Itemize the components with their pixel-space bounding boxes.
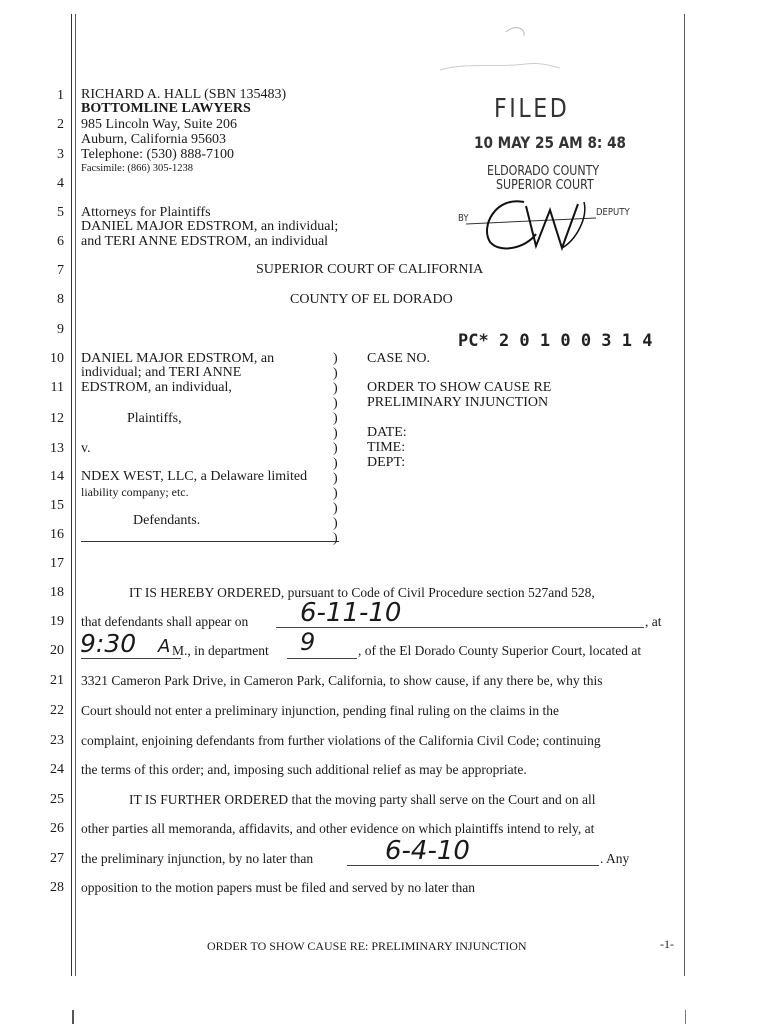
line-number: 23 [50, 733, 64, 748]
line-number: 13 [50, 441, 64, 456]
left-margin-rule [71, 14, 72, 976]
deputy-signature [466, 188, 598, 256]
caption-paren: ) [333, 441, 338, 456]
line-number: 8 [57, 292, 64, 307]
plaintiff-name-1: DANIEL MAJOR EDSTROM, an individual; [81, 219, 339, 234]
caption-defendant-2: liability company; etc. [81, 485, 189, 499]
filed-stamp-court: SUPERIOR COURT [496, 178, 594, 193]
body-line-27-end: . Any [600, 851, 630, 866]
line-number: 25 [50, 792, 64, 807]
caption-paren: ) [333, 411, 338, 426]
line-number: 18 [50, 585, 64, 600]
filed-stamp-by: BY [458, 213, 469, 224]
scan-edge-mark-left [72, 1010, 74, 1024]
body-line-20-end: , of the El Dorado County Superior Court, located at [358, 643, 642, 658]
court-county: COUNTY OF EL DORADO [290, 292, 453, 307]
case-no-label: CASE NO. [367, 351, 431, 366]
caption-paren: ) [333, 486, 338, 501]
line-number: 9 [57, 322, 64, 337]
faint-scribble [436, 22, 566, 82]
line-number: 10 [50, 351, 64, 366]
telephone: Telephone: (530) 888-7100 [81, 147, 234, 162]
caption-paren: ) [333, 501, 338, 516]
court-name: SUPERIOR COURT OF CALIFORNIA [256, 262, 484, 277]
facsimile: Facsimile: (866) 305-1238 [81, 163, 193, 174]
filed-stamp-deputy: DEPUTY [596, 207, 630, 218]
caption-plaintiff-1: DANIEL MAJOR EDSTROM, an [81, 351, 275, 366]
body-line-26: other parties all memoranda, affidavits, and other evidence on which plaintiffs intend to rely, at [81, 821, 595, 836]
hearing-time-label: TIME: [367, 440, 406, 455]
caption-paren: ) [333, 471, 338, 486]
body-line-28: opposition to the motion papers must be filed and served by no later than [81, 880, 476, 895]
line-number: 7 [57, 263, 64, 278]
line-number: 17 [50, 556, 64, 571]
line-number: 12 [50, 411, 64, 426]
body-line-18: IT IS HEREBY ORDERED, pursuant to Code of Civil Procedure section 527and 528, [129, 585, 595, 600]
appear-date-handwritten: 6-11-10 [300, 598, 402, 628]
caption-paren: ) [333, 396, 338, 411]
line-number: 24 [50, 762, 64, 777]
filed-stamp-county: ELDORADO COUNTY [487, 164, 600, 179]
caption-plaintiff-2: individual; and TERI ANNE [81, 365, 242, 380]
body-line-25: IT IS FURTHER ORDERED that the moving party shall serve on the Court and on all [129, 792, 596, 807]
plaintiff-name-2: and TERI ANNE EDSTROM, an individual [81, 234, 329, 249]
line-number: 2 [57, 117, 64, 132]
department-blank [287, 658, 357, 659]
caption-paren: ) [333, 456, 338, 471]
serve-date-handwritten: 6-4-10 [385, 836, 470, 866]
line-number: 16 [50, 527, 64, 542]
line-number: 21 [50, 673, 64, 688]
body-line-24: the terms of this order; and, imposing such additional relief as may be appropriate. [81, 762, 527, 777]
caption-paren: ) [333, 426, 338, 441]
department-handwritten: 9 [300, 628, 316, 656]
caption-paren: ) [333, 381, 338, 396]
footer-page-number: -1- [660, 937, 674, 951]
body-line-22: Court should not enter a preliminary injunction, pending final ruling on the claims in the [81, 703, 560, 718]
caption-bottom-rule [81, 541, 339, 542]
hearing-dept-label: DEPT: [367, 455, 406, 470]
caption-defendant-1: NDEX WEST, LLC, a Delaware limited [81, 469, 308, 484]
time-handwritten: 9:30 [80, 629, 137, 658]
caption-paren: ) [333, 531, 338, 546]
attorneys-for-label: Attorneys for Plaintiffs [81, 205, 211, 220]
address-line-2: Auburn, California 95603 [81, 132, 227, 147]
body-line-19-end: , at [645, 614, 662, 629]
caption-plaintiffs-label: Plaintiffs, [127, 411, 182, 426]
attorney-name: RICHARD A. HALL (SBN 135483) [81, 87, 287, 102]
body-line-19-start: that defendants shall appear on [81, 614, 249, 629]
document-title-2: PRELIMINARY INJUNCTION [367, 395, 549, 410]
line-number: 1 [57, 88, 64, 103]
body-line-23: complaint, enjoining defendants from further violations of the California Civil Code; continuing [81, 733, 601, 748]
firm-name: BOTTOMLINE LAWYERS [81, 101, 251, 116]
caption-plaintiff-3: EDSTROM, an individual, [81, 380, 232, 395]
line-number: 11 [50, 380, 64, 395]
hearing-date-label: DATE: [367, 425, 407, 440]
case-number: PC* 2 0 1 0 0 3 1 4 [458, 331, 653, 351]
address-line-1: 985 Lincoln Way, Suite 206 [81, 117, 237, 132]
line-number: 15 [50, 498, 64, 513]
line-number: 5 [57, 205, 64, 220]
line-number: 6 [57, 234, 64, 249]
footer-title: ORDER TO SHOW CAUSE RE: PRELIMINARY INJUNCTION [207, 939, 527, 953]
line-number: 14 [50, 469, 64, 484]
right-margin-rule [684, 14, 685, 976]
caption-paren: ) [333, 516, 338, 531]
body-line-21: 3321 Cameron Park Drive, in Cameron Park, California, to show cause, if any there be, why this [81, 673, 603, 688]
filed-stamp-date: 10 MAY 25 AM 8: 48 [474, 133, 627, 152]
caption-paren: ) [333, 366, 338, 381]
caption-paren: ) [333, 351, 338, 366]
ampm-handwritten: A [158, 636, 171, 657]
line-number: 3 [57, 147, 64, 162]
time-blank [81, 658, 181, 659]
scan-edge-mark-right [685, 1010, 686, 1024]
line-number: 4 [57, 176, 64, 191]
left-margin-rule-inner [75, 14, 76, 976]
filed-stamp-title: FILED [494, 94, 570, 124]
line-number: 22 [50, 703, 64, 718]
line-number: 20 [50, 643, 64, 658]
line-number: 28 [50, 880, 64, 895]
line-number: 19 [50, 614, 64, 629]
body-line-20-start: M., in department [172, 643, 269, 658]
caption-versus: v. [81, 441, 91, 456]
line-number: 27 [50, 851, 64, 866]
body-line-27-start: the preliminary injunction, by no later than [81, 851, 314, 866]
line-number: 26 [50, 821, 64, 836]
document-title-1: ORDER TO SHOW CAUSE RE [367, 380, 552, 395]
caption-defendants-label: Defendants. [133, 513, 201, 528]
